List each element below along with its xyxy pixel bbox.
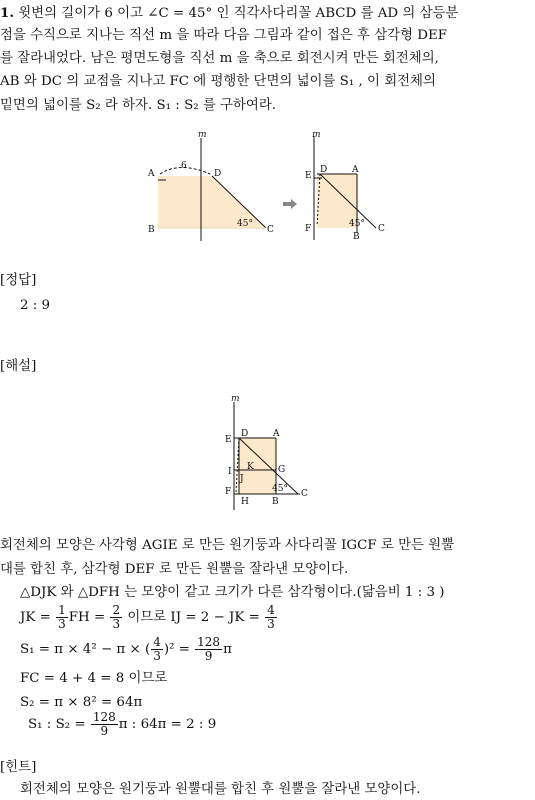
sol-vertex-b-label: B <box>272 497 279 507</box>
frac-4-3: $\frac{4}{3}$ <box>267 603 275 631</box>
eq5-part-b: π : 64π = 2 : 9 <box>118 717 217 732</box>
solution-text-3: △DJK 와 △DFH 는 모양이 같고 크기가 다른 삼각형이다.(닮음비 1 : 3 ) <box>20 585 445 600</box>
eq1-part-a: JK = <box>20 610 56 625</box>
eq2-part-c: π <box>223 642 232 657</box>
problem-line-1 <box>0 4 458 23</box>
vertex-c-label: C <box>267 225 274 235</box>
problem-figure <box>140 128 400 243</box>
problem-text-1: 윗변의 길이가 6 이고 ∠C = 45° 인 직각사다리꼴 ABCD 를 AD 의 삼등분 <box>18 6 459 21</box>
sol-angle-label: 45° <box>272 484 288 494</box>
frac-4-3-b: $\frac{4}{3}$ <box>153 635 161 663</box>
angle-label-2: 45° <box>349 219 365 229</box>
eq2-part-b: )² = <box>163 642 195 657</box>
solution-figure <box>220 392 320 512</box>
axis-m-label: m <box>198 130 207 140</box>
axis-m-label-2: m <box>312 130 321 140</box>
solution-eq-1 <box>20 602 278 634</box>
sol-vertex-e-label: E <box>225 435 232 445</box>
problem-number: 1. <box>0 5 14 21</box>
eq2-part-a: S₁ = π × 4² − π × ( <box>20 642 151 657</box>
hint-header: [힌트] <box>0 760 37 775</box>
vertex-f-label: F <box>305 224 312 234</box>
eq1-part-b: FH = <box>68 610 110 625</box>
vertex-e-label: E <box>305 171 312 181</box>
sol-vertex-i-label: I <box>228 467 232 477</box>
problem-line-5: 밑면의 넓이를 S₂ 라 하자. S₁ : S₂ 를 구하여라. <box>0 98 277 113</box>
frac-128-9: $\frac{128}{9}$ <box>197 635 221 663</box>
angle-label: 45° <box>237 219 253 229</box>
solution-eq-3: FC = 4 + 4 = 8 이므로 <box>20 671 168 686</box>
problem-line-4: AB 와 DC 의 교점을 지나고 FC 에 평행한 단면의 넓이를 S₁ , 이 회전체의 <box>0 74 436 89</box>
vertex-d-label: D <box>214 169 222 179</box>
vertex-b-label: B <box>148 225 155 235</box>
solution-header: [해설] <box>0 359 37 374</box>
answer-header: [정답] <box>0 273 37 288</box>
sol-vertex-k-label: K <box>247 462 254 472</box>
vertex-a-label-2: A <box>352 165 359 175</box>
vertex-b-label-2: B <box>353 232 360 242</box>
vertex-a-label: A <box>148 169 155 179</box>
problem-line-3: 를 잘라내었다. 남은 평면도형을 직선 m 을 축으로 회전시켜 만든 회전체의, <box>0 51 439 66</box>
solution-text-1: 회전체의 모양은 사각형 AGIE 로 만든 원기둥과 사다리꼴 IGCF 로 만든 원뿔 <box>0 538 455 553</box>
sol-vertex-f-label: F <box>225 487 232 497</box>
sol-vertex-d-label: D <box>241 429 249 439</box>
hint-text: 회전체의 모양은 원기둥과 원뿔대를 합친 후 원뿔을 잘라낸 모양이다. <box>20 782 421 797</box>
frac-128-9-b: $\frac{128}{9}$ <box>92 710 116 738</box>
solution-square-fill <box>238 438 276 494</box>
frac-2-3: $\frac{2}{3}$ <box>112 603 121 631</box>
solution-text-2: 대를 합친 후, 삼각형 DEF 로 만든 원뿔을 잘라낸 모양이다. <box>0 562 349 577</box>
vertex-c-label-2: C <box>378 224 385 234</box>
vertex-d-label-2: D <box>320 165 328 175</box>
sol-vertex-j-label: J <box>240 474 244 484</box>
eq1-part-c: 이므로 IJ = 2 − JK = <box>123 610 265 625</box>
solution-eq-4: S₂ = π × 8² = 64π <box>20 695 143 710</box>
length-6-label: 6 <box>181 161 187 171</box>
solution-eq-2 <box>20 634 232 666</box>
arrow-right-icon <box>283 199 297 209</box>
sol-vertex-h-label: H <box>241 497 249 507</box>
sol-vertex-a-label: A <box>273 429 280 439</box>
eq5-part-a: S₁ : S₂ = <box>28 717 90 732</box>
problem-line-2: 점을 수직으로 지나는 직선 m 을 따라 다음 그림과 같이 접은 후 삼각형 DEF <box>0 28 448 43</box>
frac-1-3: $\frac{1}{3}$ <box>58 603 66 631</box>
solution-eq-5 <box>28 709 216 741</box>
sol-vertex-c-label: C <box>301 489 308 499</box>
sol-axis-m-label: m <box>231 394 240 404</box>
answer-value: 2 : 9 <box>20 298 51 313</box>
sol-vertex-g-label: G <box>278 465 286 475</box>
